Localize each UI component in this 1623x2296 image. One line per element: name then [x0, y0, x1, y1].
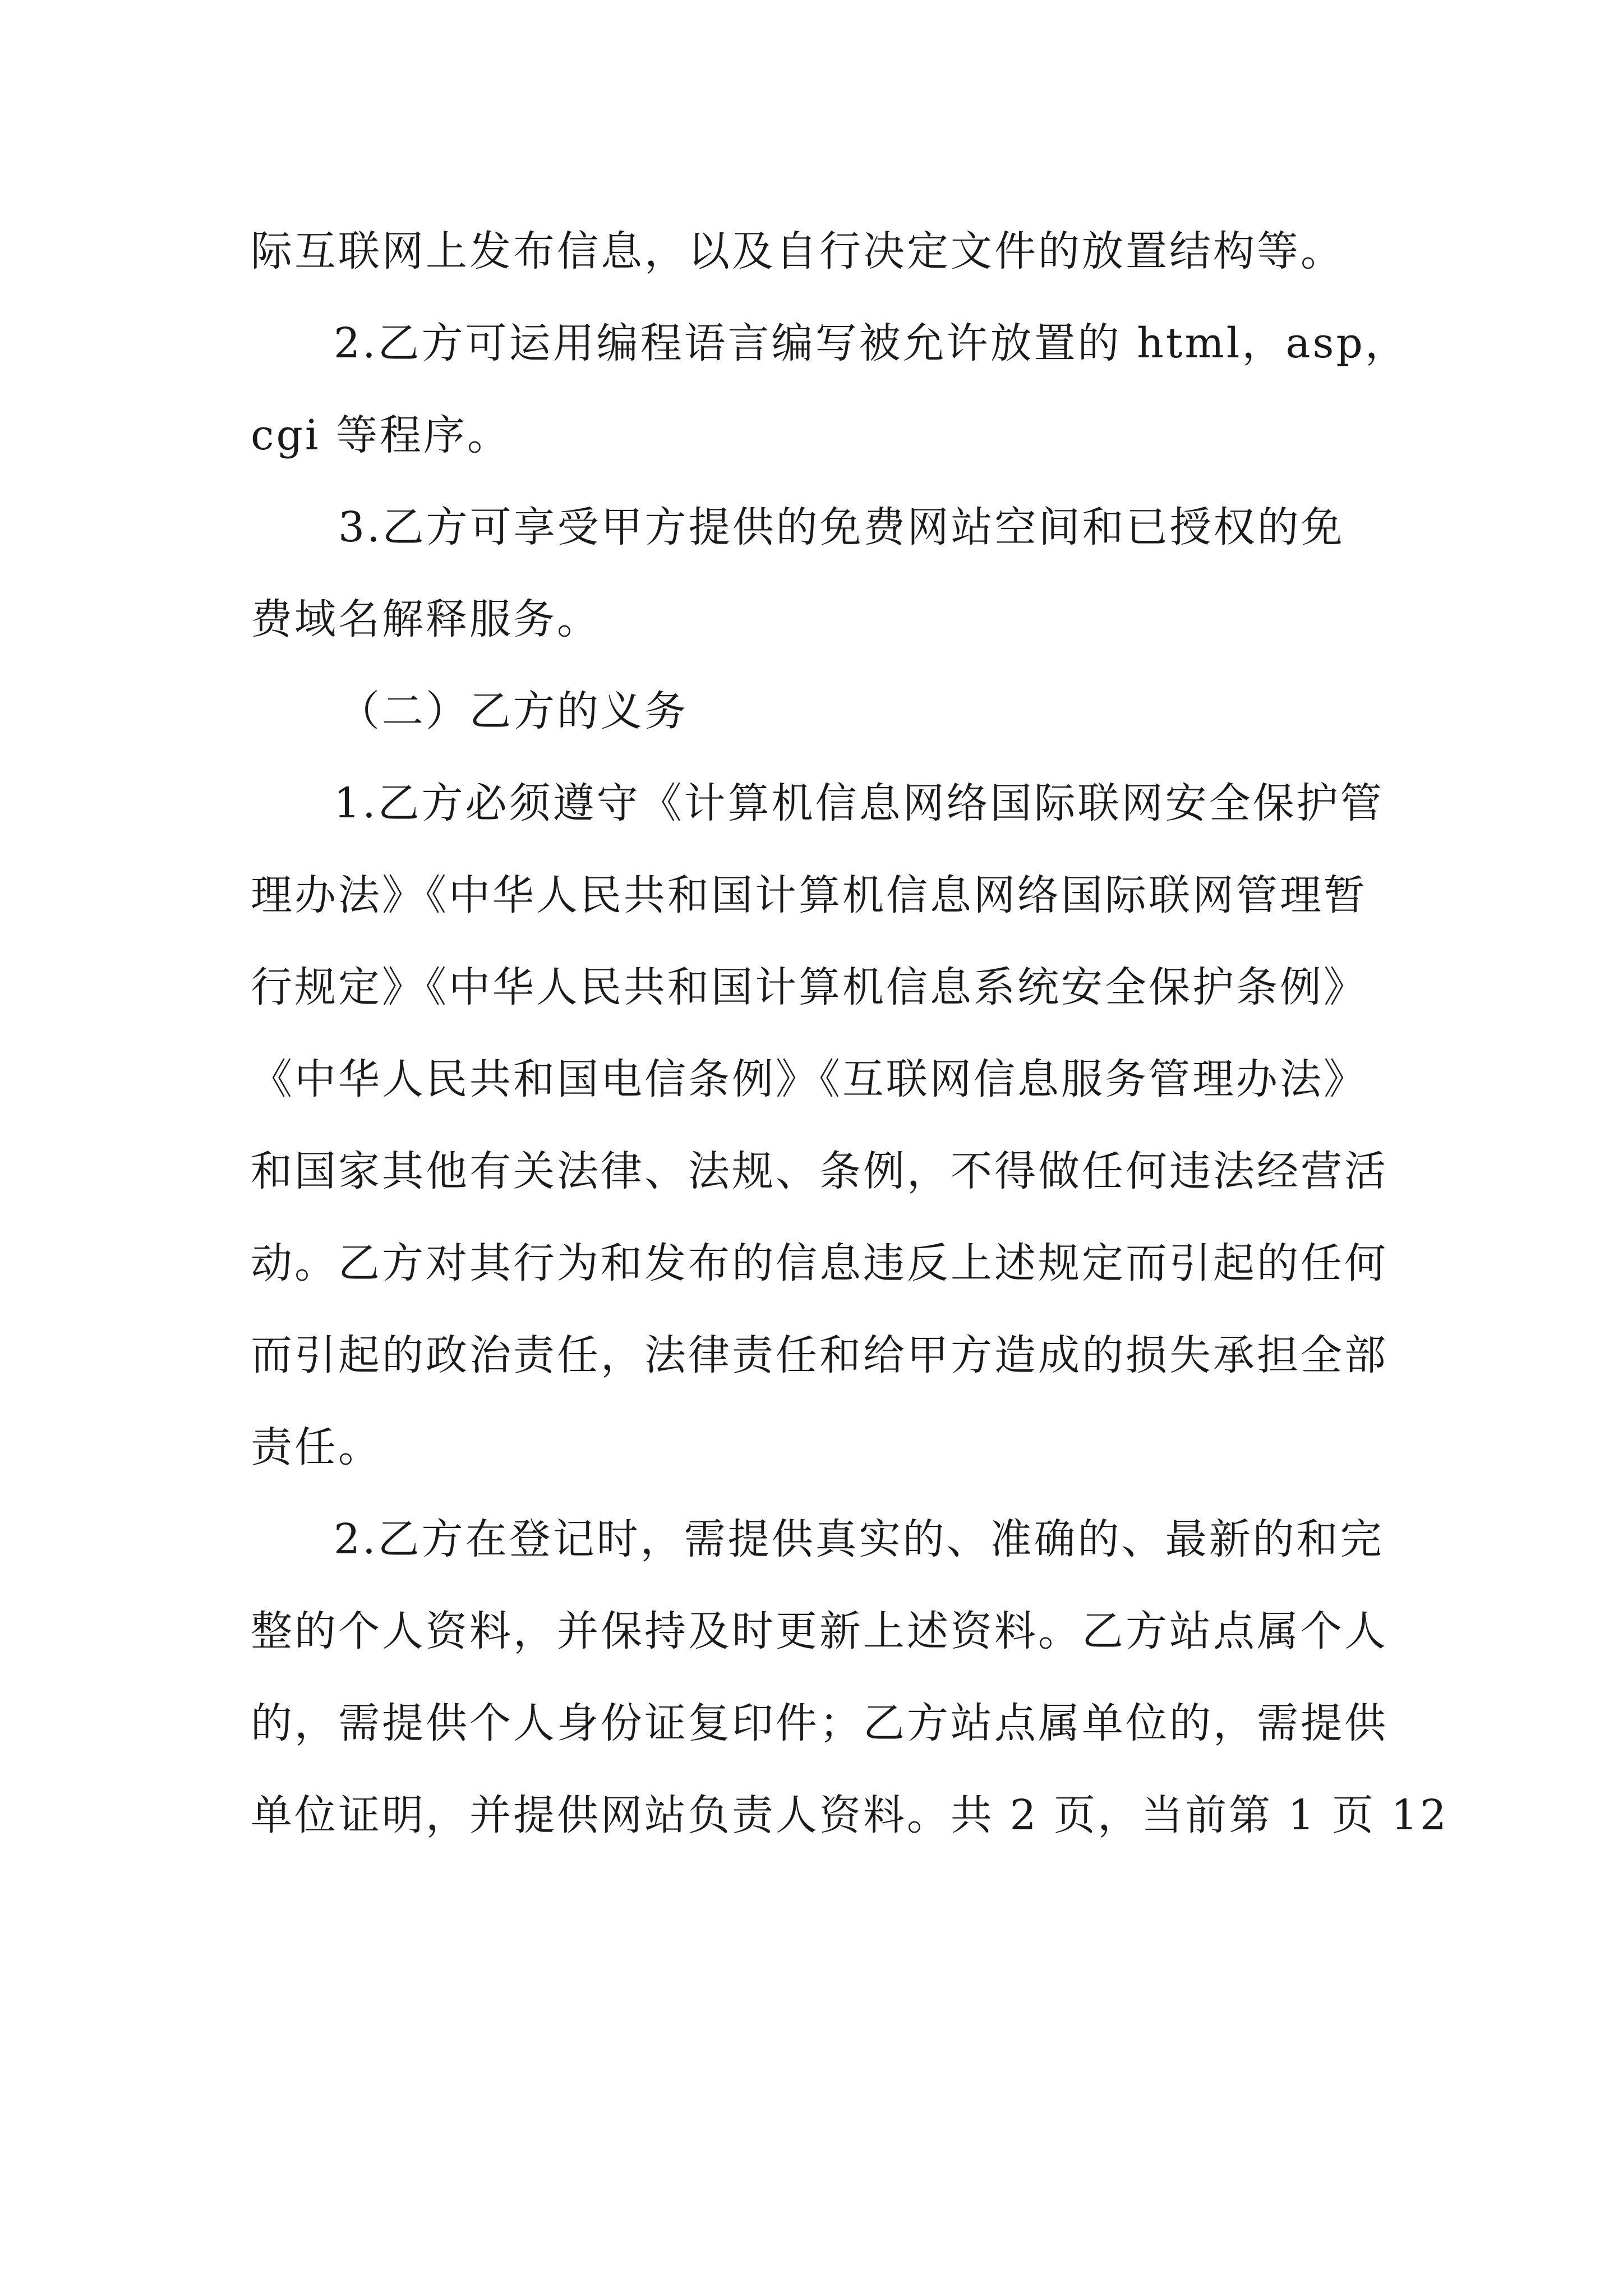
text-line: 费域名解释服务。 — [251, 595, 601, 643]
text-line: 理办法》《中华人民共和国计算机信息网络国际联网管理暂 — [251, 871, 1367, 919]
text-line: 和国家其他有关法律、法规、条例，不得做任何违法经营活 — [251, 1147, 1388, 1195]
text-line: 际互联网上发布信息，以及自行决定文件的放置结构等。 — [251, 227, 1344, 275]
text-line: 《中华人民共和国电信条例》《互联网信息服务管理办法》 — [251, 1055, 1367, 1103]
text-line: 的，需提供个人身份证复印件；乙方站点属单位的，需提供 — [251, 1699, 1388, 1747]
text-line: 行规定》《中华人民共和国计算机信息系统安全保护条例》 — [251, 963, 1367, 1011]
text-line: 1.乙方必须遵守《计算机信息网络国际联网安全保护管 — [334, 779, 1384, 827]
text-line: 3.乙方可享受甲方提供的免费网站空间和已授权的免 — [338, 503, 1345, 551]
text-line: 而引起的政治责任，法律责任和给甲方造成的损失承担全部 — [251, 1331, 1388, 1379]
text-line: cgi 等程序。 — [251, 411, 511, 459]
text-line: 2.乙方可运用编程语言编写被允许放置的 html，asp， — [334, 319, 1409, 367]
text-line: 2.乙方在登记时，需提供真实的、准确的、最新的和完 — [334, 1515, 1384, 1563]
text-line: 整的个人资料，并保持及时更新上述资料。乙方站点属个人 — [251, 1607, 1388, 1655]
document-body — [251, 205, 1449, 1861]
section-heading: （二）乙方的义务 — [338, 687, 688, 735]
text-line: 单位证明，并提供网站负责人资料。共 2 页，当前第 1 页 12 — [251, 1791, 1449, 1839]
text-line: 责任。 — [251, 1423, 382, 1471]
text-line: 动。乙方对其行为和发布的信息违反上述规定而引起的任何 — [251, 1239, 1388, 1287]
